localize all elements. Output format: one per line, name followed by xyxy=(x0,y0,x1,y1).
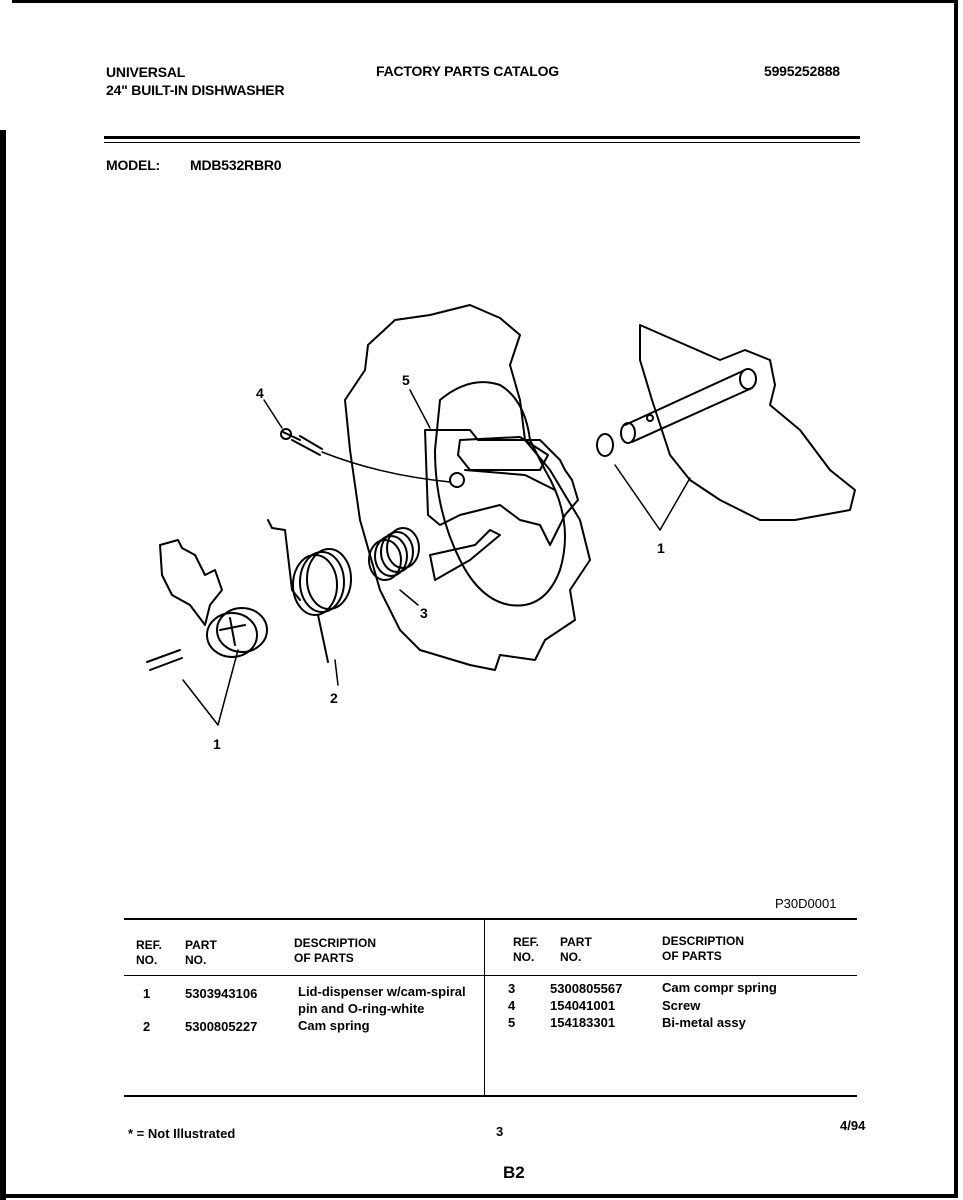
section-code: B2 xyxy=(503,1163,525,1182)
diagram-code: P30D0001 xyxy=(775,896,837,911)
table-header-rule xyxy=(124,975,857,976)
row-ref: 4 xyxy=(508,998,516,1013)
table-top-rule xyxy=(124,918,857,920)
cam-part xyxy=(147,540,267,670)
header-desc-left: DESCRIPTION OF PARTS xyxy=(294,936,377,965)
cam-spring xyxy=(268,520,351,662)
housing-recess xyxy=(435,382,565,605)
callout-2: 2 xyxy=(330,690,338,706)
row-ref: 5 xyxy=(508,1015,516,1030)
header-ref-right: REF. NO. xyxy=(513,935,540,964)
model-label: MODEL: xyxy=(106,157,161,173)
catalog-title: FACTORY PARTS CATALOG xyxy=(376,63,559,79)
o-ring xyxy=(597,434,613,456)
callout-4: 4 xyxy=(256,385,264,401)
row-desc: Bi-metal assy xyxy=(662,1015,746,1030)
row-part: 5303943106 xyxy=(185,986,258,1001)
row-desc: Cam spring xyxy=(298,1018,370,1033)
cam-compression-spring xyxy=(369,528,419,580)
row-part: 154183301 xyxy=(550,1015,616,1030)
callout-1-lower: 1 xyxy=(213,736,221,752)
footer-note: * = Not Illustrated xyxy=(128,1126,236,1141)
model-number: MDB532RBR0 xyxy=(190,157,282,173)
screw-leader xyxy=(322,452,450,482)
product-name: 24" BUILT-IN DISHWASHER xyxy=(106,82,285,98)
row-ref: 1 xyxy=(143,986,151,1001)
callout-5: 5 xyxy=(402,372,410,388)
cam-spiral-pin xyxy=(147,650,182,670)
row-ref: 2 xyxy=(143,1019,151,1034)
screw xyxy=(283,432,322,455)
row-part: 5300805227 xyxy=(185,1019,258,1034)
catalog-number: 5995252888 xyxy=(764,63,840,79)
row-desc: Lid-dispenser w/cam-spiral pin and O-ring-white xyxy=(298,984,466,1016)
brand-name: UNIVERSAL xyxy=(106,64,186,80)
row-desc: Cam compr spring xyxy=(662,980,777,995)
row-part: 154041001 xyxy=(550,998,616,1013)
header-ref-left: REF. NO. xyxy=(136,938,163,967)
header-part-right: PART NO. xyxy=(560,935,592,964)
dispenser-lid xyxy=(640,325,855,520)
bi-metal-block xyxy=(458,437,548,470)
lid-shaft xyxy=(625,370,752,442)
header-desc-right: DESCRIPTION OF PARTS xyxy=(662,934,745,963)
frame-bottom-border xyxy=(0,1194,958,1198)
table-center-divider xyxy=(484,918,485,1096)
callout-3: 3 xyxy=(420,605,428,621)
row-part: 5300805567 xyxy=(550,981,623,996)
page-number: 3 xyxy=(496,1124,504,1139)
row-desc: Screw xyxy=(662,998,701,1013)
header-part-left: PART NO. xyxy=(185,938,217,967)
row-ref: 3 xyxy=(508,981,516,996)
callout-1-upper: 1 xyxy=(657,540,665,556)
table-bottom-rule xyxy=(124,1095,857,1097)
revision-date: 4/94 xyxy=(840,1118,866,1133)
bracket-hole xyxy=(450,473,464,487)
